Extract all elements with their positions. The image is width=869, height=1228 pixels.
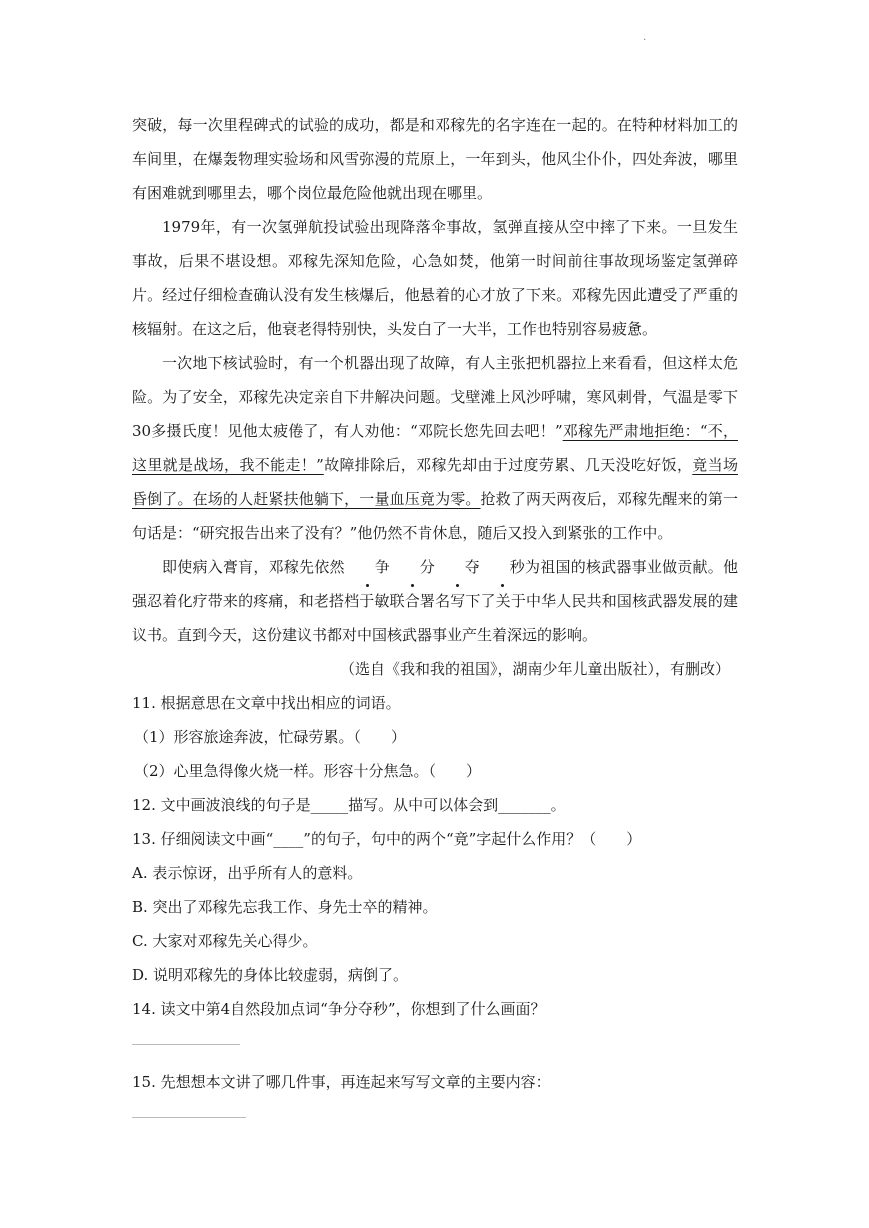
paragraph-2: 1979年，有一次氢弹航投试验出现降落伞事故，氢弹直接从空中摔了下来。一旦发生事故，后果不堪设想。邓稼先深知危险，心急如焚，他第一时间前往事故现场鉴定氢弹碎片。经过仔细检查确认没有发生核爆后，他悬着的心才放了下来。邓稼先因此遭受了严重的核辐射。在这之后，他衰老得特别快，头发白了一大半，工作也特别容易疲惫。	[132, 218, 738, 338]
header-mark: .	[643, 32, 647, 43]
question-15: 15. 先想想本文讲了哪几件事，再连起来写写文章的主要内容：	[132, 1073, 551, 1091]
dotted-char: 争	[345, 550, 390, 584]
article-content	[132, 108, 738, 1138]
answer-line-14	[132, 1044, 240, 1045]
paragraph-3	[132, 346, 738, 550]
paragraph-3-part-c: 抢救了两天两夜后，邓稼先醒来的第一句话是：“研究报告出来了没有？”他仍然不肯休息，随后又投入到紧张的工作中。	[132, 490, 738, 542]
paragraph-4	[132, 550, 738, 652]
question-13-option-b: B. 突出了邓稼先忘我工作、身先士卒的精神。	[132, 898, 438, 916]
question-12: 12. 文中画波浪线的句子是_____描写。从中可以体会到_______。	[132, 796, 566, 814]
question-13-option-d: D. 说明邓稼先的身体比较虚弱，病倒了。	[132, 966, 409, 984]
wavy-line-sentence: 邓稼先严肃地拒绝：“不，这里就是战场，我不能走！”	[132, 422, 738, 474]
question-13: 13. 仔细阅读文中画“____”的句子，句中的两个“竟”字起什么作用？（ ）	[132, 830, 642, 848]
source-citation: （选自《我和我的祖国》，湖南少年儿童出版社），有删改）	[339, 660, 730, 678]
underlined-sentence: 竟当场昏倒了。在场的人赶紧扶他躺下，一量血压竟为零。	[132, 456, 738, 508]
paragraph-1: 突破，每一次里程碑式的试验的成功，都是和邓稼先的名字连在一起的。在特种材料加工的车间里，在爆轰物理实验场和风雪弥漫的荒原上，一年到头，他风尘仆仆，四处奔波，哪里有困难就到哪里去，哪个岗位最危险他就出现在哪里。	[132, 116, 738, 202]
paragraph-3-part-b: 故障排除后，邓稼先却由于过度劳累、几天没吃好饭，	[323, 456, 693, 474]
dotted-word	[345, 558, 525, 576]
paragraph-4-part-a: 即使病入膏肓，邓稼先依然	[162, 558, 345, 576]
question-11-item-2: （2）心里急得像火烧一样。形容十分焦急。（ ）	[134, 762, 482, 780]
question-11-item-1: （1）形容旅途奔波，忙碌劳累。（ ）	[134, 728, 407, 746]
answer-line-15	[132, 1117, 246, 1118]
dotted-char: 分	[390, 550, 435, 584]
question-14: 14. 读文中第4自然段加点词“争分夺秒”，你想到了什么画面？	[132, 1000, 546, 1018]
question-11: 11. 根据意思在文章中找出相应的词语。	[132, 694, 401, 712]
dotted-char: 夺	[435, 550, 480, 584]
dotted-char: 秒	[480, 550, 525, 584]
paragraph-3-part-a: 一次地下核试验时，有一个机器出现了故障，有人主张把机器拉上来看看，但这样太危险。为了安全，邓稼先决定亲自下井解决问题。戈壁滩上风沙呼啸，寒风刺骨，气温是零下30多摄氏度！见他太疲倦了，有人劝他：“邓院长您先回去吧！”	[132, 354, 738, 440]
question-13-option-c: C. 大家对邓稼先关心得少。	[132, 932, 318, 950]
paragraph-4-part-b: 为祖国的核武器事业做贡献。他强忍着化疗带来的疼痛，和老搭档于敏联合署名写下了关于中华人民共和国核武器发展的建议书。直到今天，这份建议书都对中国核武器事业产生着深远的影响。	[132, 558, 738, 644]
question-13-option-a: A. 表示惊讶，出乎所有人的意料。	[132, 864, 363, 882]
